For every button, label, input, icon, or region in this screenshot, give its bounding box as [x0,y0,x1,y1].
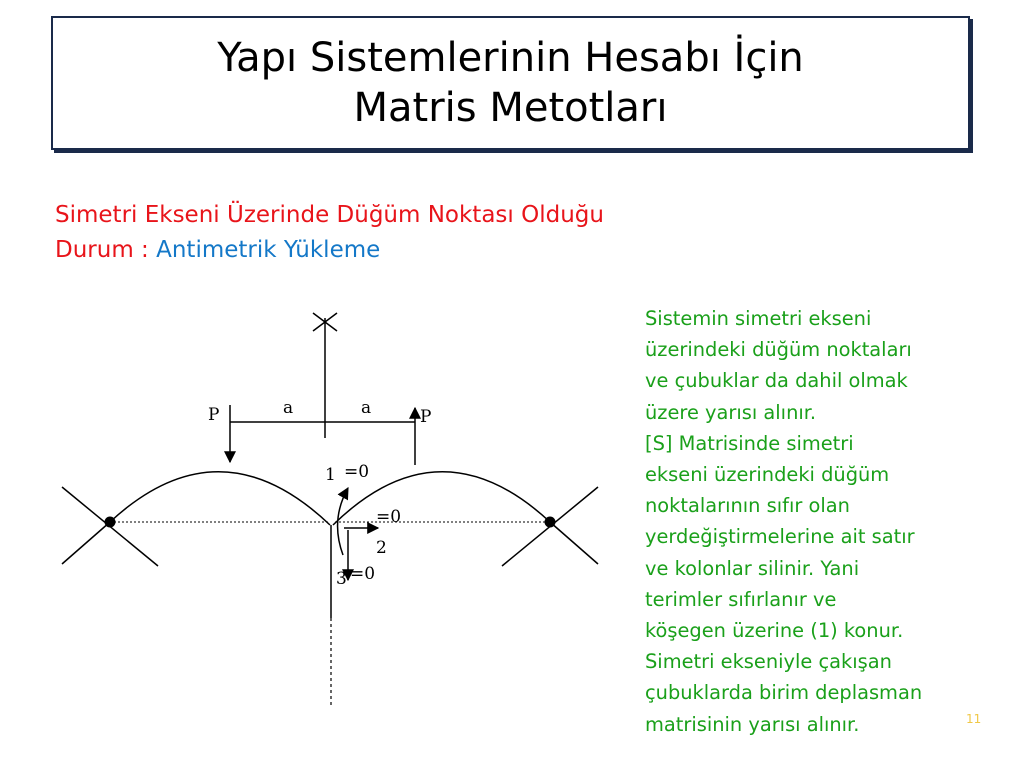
explanation-line: Simetri ekseniyle çakışan [645,650,892,674]
label-p-right: P [420,407,432,427]
explanation-line: çubuklarda birim deplasman [645,681,923,705]
dof-2-label: 2 [376,538,387,558]
explanation-text [645,303,995,740]
label-p-left: P [208,405,220,425]
label-a-left: a [283,398,294,418]
title-line-2: Matris Metotları [353,85,668,131]
explanation-line: ve çubuklar da dahil olmak [645,369,908,393]
explanation-line: üzerindeki düğüm noktaları [645,338,912,362]
label-a-right: a [361,398,372,418]
left-joint-node [105,517,116,528]
explanation-line: ve kolonlar silinir. Yani [645,556,860,580]
explanation-line: yerdeğiştirmelerine ait satır [645,525,915,549]
title-box [51,16,970,150]
subtitle [55,198,875,268]
left-arch [110,472,330,525]
explanation-line: köşegen üzerine (1) konur. [645,619,904,643]
dof-2-value: =0 [376,507,402,527]
explanation-line: noktalarının sıfır olan [645,494,850,518]
explanation-line: Sistemin simetri ekseni [645,307,872,330]
right-support-line-2 [550,522,598,564]
subtitle-highlight: Antimetrik Yükleme [156,237,381,263]
explanation-line: matrisinin yarısı alınır. [645,712,860,736]
subtitle-prefix: Durum : [55,237,157,263]
subtitle-line-2 [55,233,875,268]
explanation-line: ekseni üzerindeki düğüm [645,463,890,487]
explanation-line: [S] Matrisinde simetri [645,431,854,455]
dof-3-value: =0 [350,564,376,584]
dof-1-value: =0 [344,462,370,482]
structure-diagram [0,290,620,730]
dof-3-label: 3 [336,569,347,589]
page-number: 11 [966,712,982,726]
explanation-line: terimler sıfırlanır ve [645,587,837,611]
explanation-line: üzere yarısı alınır. [645,400,817,424]
right-joint-node [545,517,556,528]
dof-1-label: 1 [325,465,336,485]
title-line-1: Yapı Sistemlerinin Hesabı İçin [217,35,804,81]
left-support-line-2 [62,522,110,564]
subtitle-line-1: Simetri Ekseni Üzerinde Düğüm Noktası Olduğu [55,202,604,228]
